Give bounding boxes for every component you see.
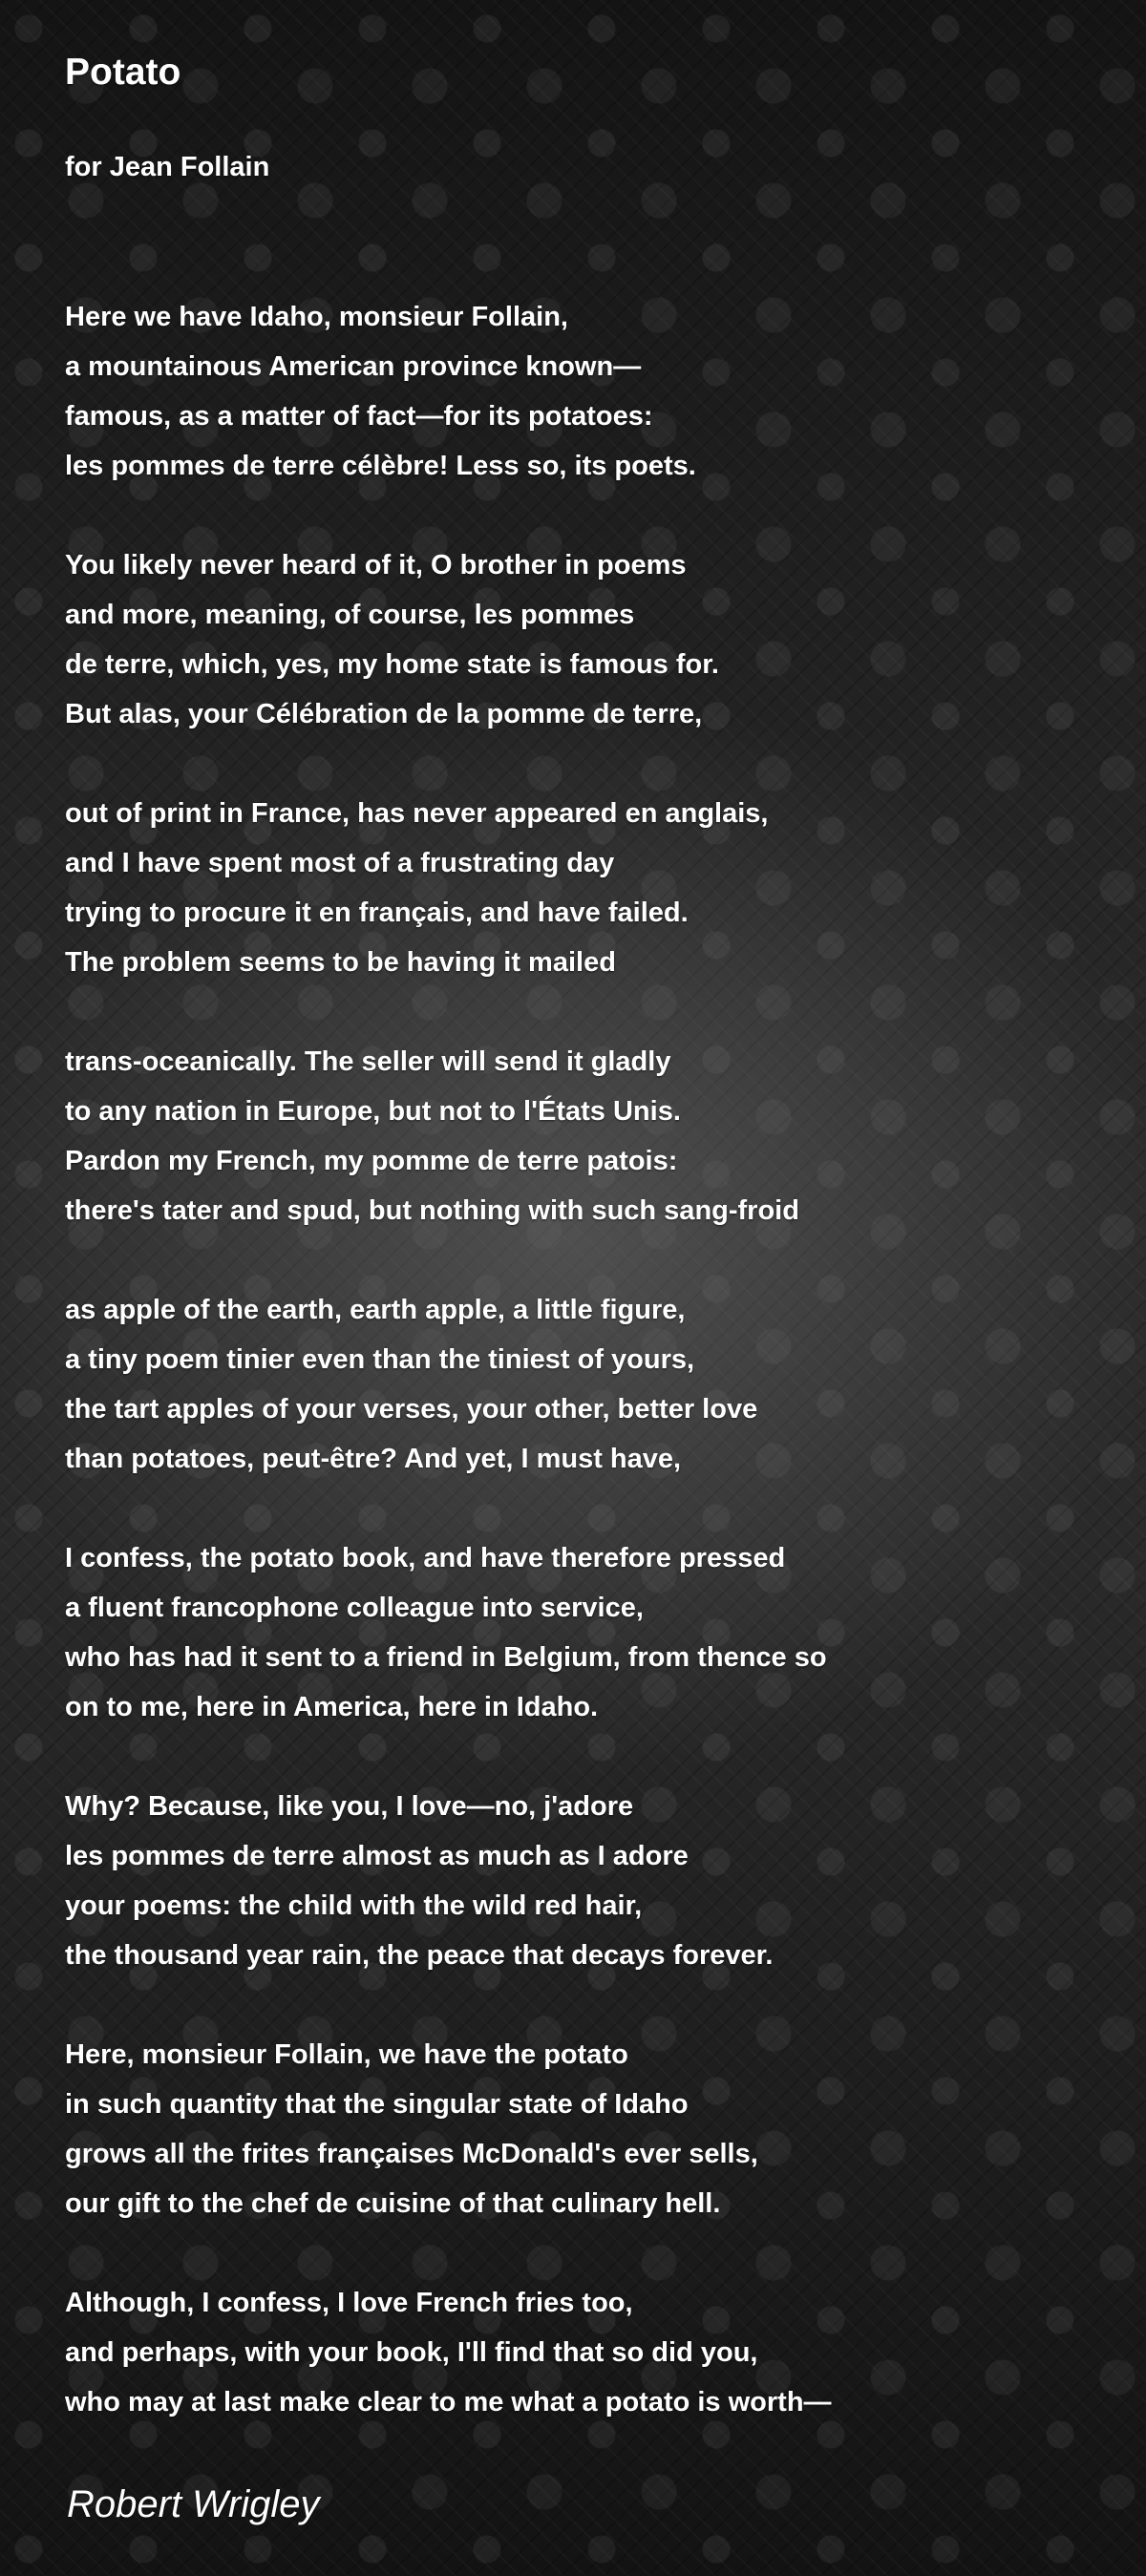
stanza xyxy=(65,1285,1106,1484)
poem-line: Pardon my French, my pomme de terre patois: xyxy=(65,1146,678,1176)
stanza xyxy=(65,2278,1106,2427)
poem-line: in such quantity that the singular state of Idaho xyxy=(65,2089,689,2120)
stanza xyxy=(65,292,1106,491)
poem-line: Although, I confess, I love French fries too, xyxy=(65,2288,633,2318)
stanza xyxy=(65,1037,1106,1235)
poem-line: on to me, here in America, here in Idaho. xyxy=(65,1692,599,1722)
poem-line: trying to procure it en français, and have failed. xyxy=(65,897,689,928)
poem-line: a mountainous American province known— xyxy=(65,351,642,382)
poem-line: trans-oceanically. The seller will send it gladly xyxy=(65,1046,671,1077)
poem-line: and I have spent most of a frustrating day xyxy=(65,848,615,878)
poem-line: I confess, the potato book, and have therefore pressed xyxy=(65,1543,786,1573)
poem-line: the tart apples of your verses, your other, better love xyxy=(65,1394,758,1425)
poem-dedication: for Jean Follain xyxy=(65,152,270,182)
poem-line: as apple of the earth, earth apple, a little figure, xyxy=(65,1295,686,1325)
poem-line: You likely never heard of it, O brother in poems xyxy=(65,550,687,581)
poem-line: out of print in France, has never appeared en anglais, xyxy=(65,798,769,829)
poem-line: les pommes de terre almost as much as I adore xyxy=(65,1841,689,1871)
poem-line: a tiny poem tinier even than the tiniest of yours, xyxy=(65,1344,695,1375)
poem-line: The problem seems to be having it mailed xyxy=(65,947,616,978)
poem-line: and perhaps, with your book, I'll find that so did you, xyxy=(65,2337,758,2368)
poem-author: Robert Wrigley xyxy=(67,2483,320,2525)
poem-line: who may at last make clear to me what a potato is worth— xyxy=(65,2387,832,2418)
poem-line: your poems: the child with the wild red hair, xyxy=(65,1890,643,1921)
stanza xyxy=(65,1533,1106,1732)
stanza xyxy=(65,1782,1106,1980)
poem-line: the thousand year rain, the peace that decays forever. xyxy=(65,1940,774,1971)
poem-line: there's tater and spud, but nothing with such sang-froid xyxy=(65,1195,799,1226)
poem-line: to any nation in Europe, but not to l'États Unis. xyxy=(65,1096,681,1127)
poem-line: who has had it sent to a friend in Belgium, from thence so xyxy=(65,1642,827,1673)
stanza xyxy=(65,540,1106,739)
stanza xyxy=(65,789,1106,987)
poem-line: de terre, which, yes, my home state is famous for. xyxy=(65,649,719,680)
poem-line: a fluent francophone colleague into service, xyxy=(65,1593,644,1623)
poem-line: our gift to the chef de cuisine of that culinary hell. xyxy=(65,2188,721,2219)
poem-line: les pommes de terre célèbre! Less so, its poets. xyxy=(65,451,696,481)
poem-line: grows all the frites françaises McDonald's ever sells, xyxy=(65,2139,758,2169)
poem-line: and more, meaning, of course, les pommes xyxy=(65,600,635,630)
poem-body xyxy=(65,292,1106,2477)
poem-line: Why? Because, like you, I love—no, j'adore xyxy=(65,1791,634,1822)
stanza xyxy=(65,2030,1106,2228)
poem-title: Potato xyxy=(65,52,181,93)
poem-line: Here, monsieur Follain, we have the potato xyxy=(65,2039,628,2070)
poem-line: than potatoes, peut-être? And yet, I must have, xyxy=(65,1444,682,1474)
poem-line: But alas, your Célébration de la pomme de terre, xyxy=(65,699,703,729)
poem-line: famous, as a matter of fact—for its potatoes: xyxy=(65,401,653,432)
poem-line: Here we have Idaho, monsieur Follain, xyxy=(65,302,568,332)
